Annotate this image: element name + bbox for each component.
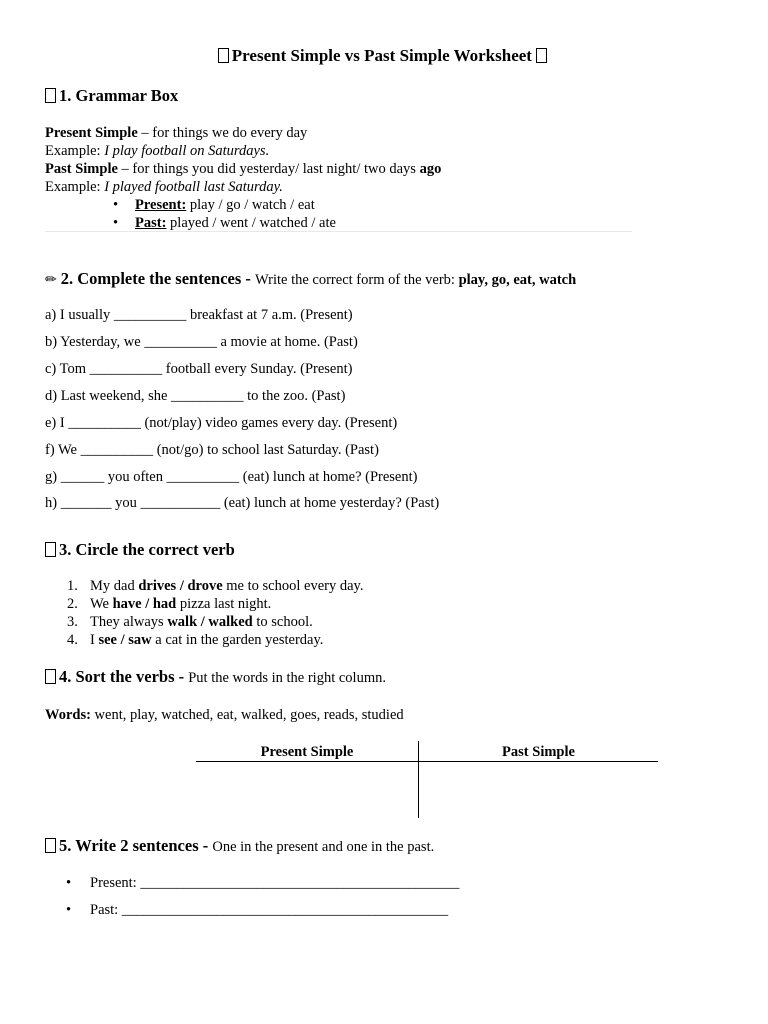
grammar-box-divider — [45, 231, 632, 232]
sentence-a: a) I usually __________ breakfast at 7 a.m. (Present) — [45, 307, 353, 323]
sentence-c: c) Tom __________ football every Sunday. (Present) — [45, 361, 353, 377]
sentence-g: g) ______ you often __________ (eat) lunch at home? (Present) — [45, 469, 418, 485]
sentence-e: e) I __________ (not/play) video games every day. (Present) — [45, 415, 398, 431]
bullet-icon: • — [113, 215, 119, 231]
missing-glyph-icon — [45, 88, 56, 103]
past-simple-example: Example: I played football last Saturday. — [45, 179, 283, 195]
list-item: 1. My dad drives / drove me to school every day. — [67, 578, 364, 594]
past-simple-definition: Past Simple – for things you did yesterday/ last night/ two days ago — [45, 161, 442, 177]
page-title — [0, 46, 768, 66]
present-simple-term: Present Simple — [45, 125, 138, 141]
section5-heading: 5. Write 2 sentences - One in the present and one in the past. — [45, 836, 434, 856]
present-simple-example: Example: I play football on Saturdays. — [45, 143, 270, 159]
list-item: 2. We have / had pizza last night. — [67, 596, 272, 612]
section1-heading: 1. Grammar Box — [45, 86, 178, 106]
section2-heading: ✏ 2. Complete the sentences - Write the correct form of the verb: play, go, eat, watch — [45, 269, 577, 288]
section3-heading: 3. Circle the correct verb — [45, 540, 235, 560]
list-item: • Past: played / went / watched / ate — [113, 215, 336, 231]
write-line-present[interactable]: ____________________________________________ — [140, 875, 460, 891]
list-item: 4. I see / saw a cat in the garden yesterday. — [67, 632, 324, 648]
column-header-past: Past Simple — [502, 744, 575, 760]
sentence-f: f) We __________ (not/go) to school last Saturday. (Past) — [45, 442, 379, 458]
list-item: • Present: ____________________________________________ — [66, 875, 460, 891]
sentence-d: d) Last weekend, she __________ to the zoo. (Past) — [45, 388, 346, 404]
missing-glyph-icon — [45, 838, 56, 853]
present-simple-definition: Present Simple – for things we do every day — [45, 125, 308, 141]
missing-glyph-icon — [45, 542, 56, 557]
write-line-past[interactable]: _____________________________________________ — [121, 902, 449, 918]
past-simple-term: Past Simple — [45, 161, 118, 177]
section4-heading: 4. Sort the verbs - Put the words in the right column. — [45, 667, 386, 687]
list-item: • Present: play / go / watch / eat — [113, 197, 315, 213]
missing-glyph-icon — [536, 48, 547, 63]
title-text: Present Simple vs Past Simple Worksheet — [231, 46, 532, 65]
bullet-icon: • — [66, 875, 72, 891]
sentence-h: h) _______ you ___________ (eat) lunch at home yesterday? (Past) — [45, 495, 440, 511]
table-column-divider — [418, 741, 419, 818]
pencil-icon: ✏ — [45, 272, 57, 288]
missing-glyph-icon — [45, 669, 56, 684]
words-list: Words: went, play, watched, eat, walked, goes, reads, studied — [45, 707, 404, 723]
list-item: • Past: _____________________________________________ — [66, 902, 449, 918]
bullet-icon: • — [113, 197, 119, 213]
list-item: 3. They always walk / walked to school. — [67, 614, 313, 630]
table-header-rule — [196, 761, 658, 762]
column-header-present: Present Simple — [260, 744, 354, 760]
bullet-icon: • — [66, 902, 72, 918]
sentence-b: b) Yesterday, we __________ a movie at home. (Past) — [45, 334, 358, 350]
missing-glyph-icon — [218, 48, 229, 63]
